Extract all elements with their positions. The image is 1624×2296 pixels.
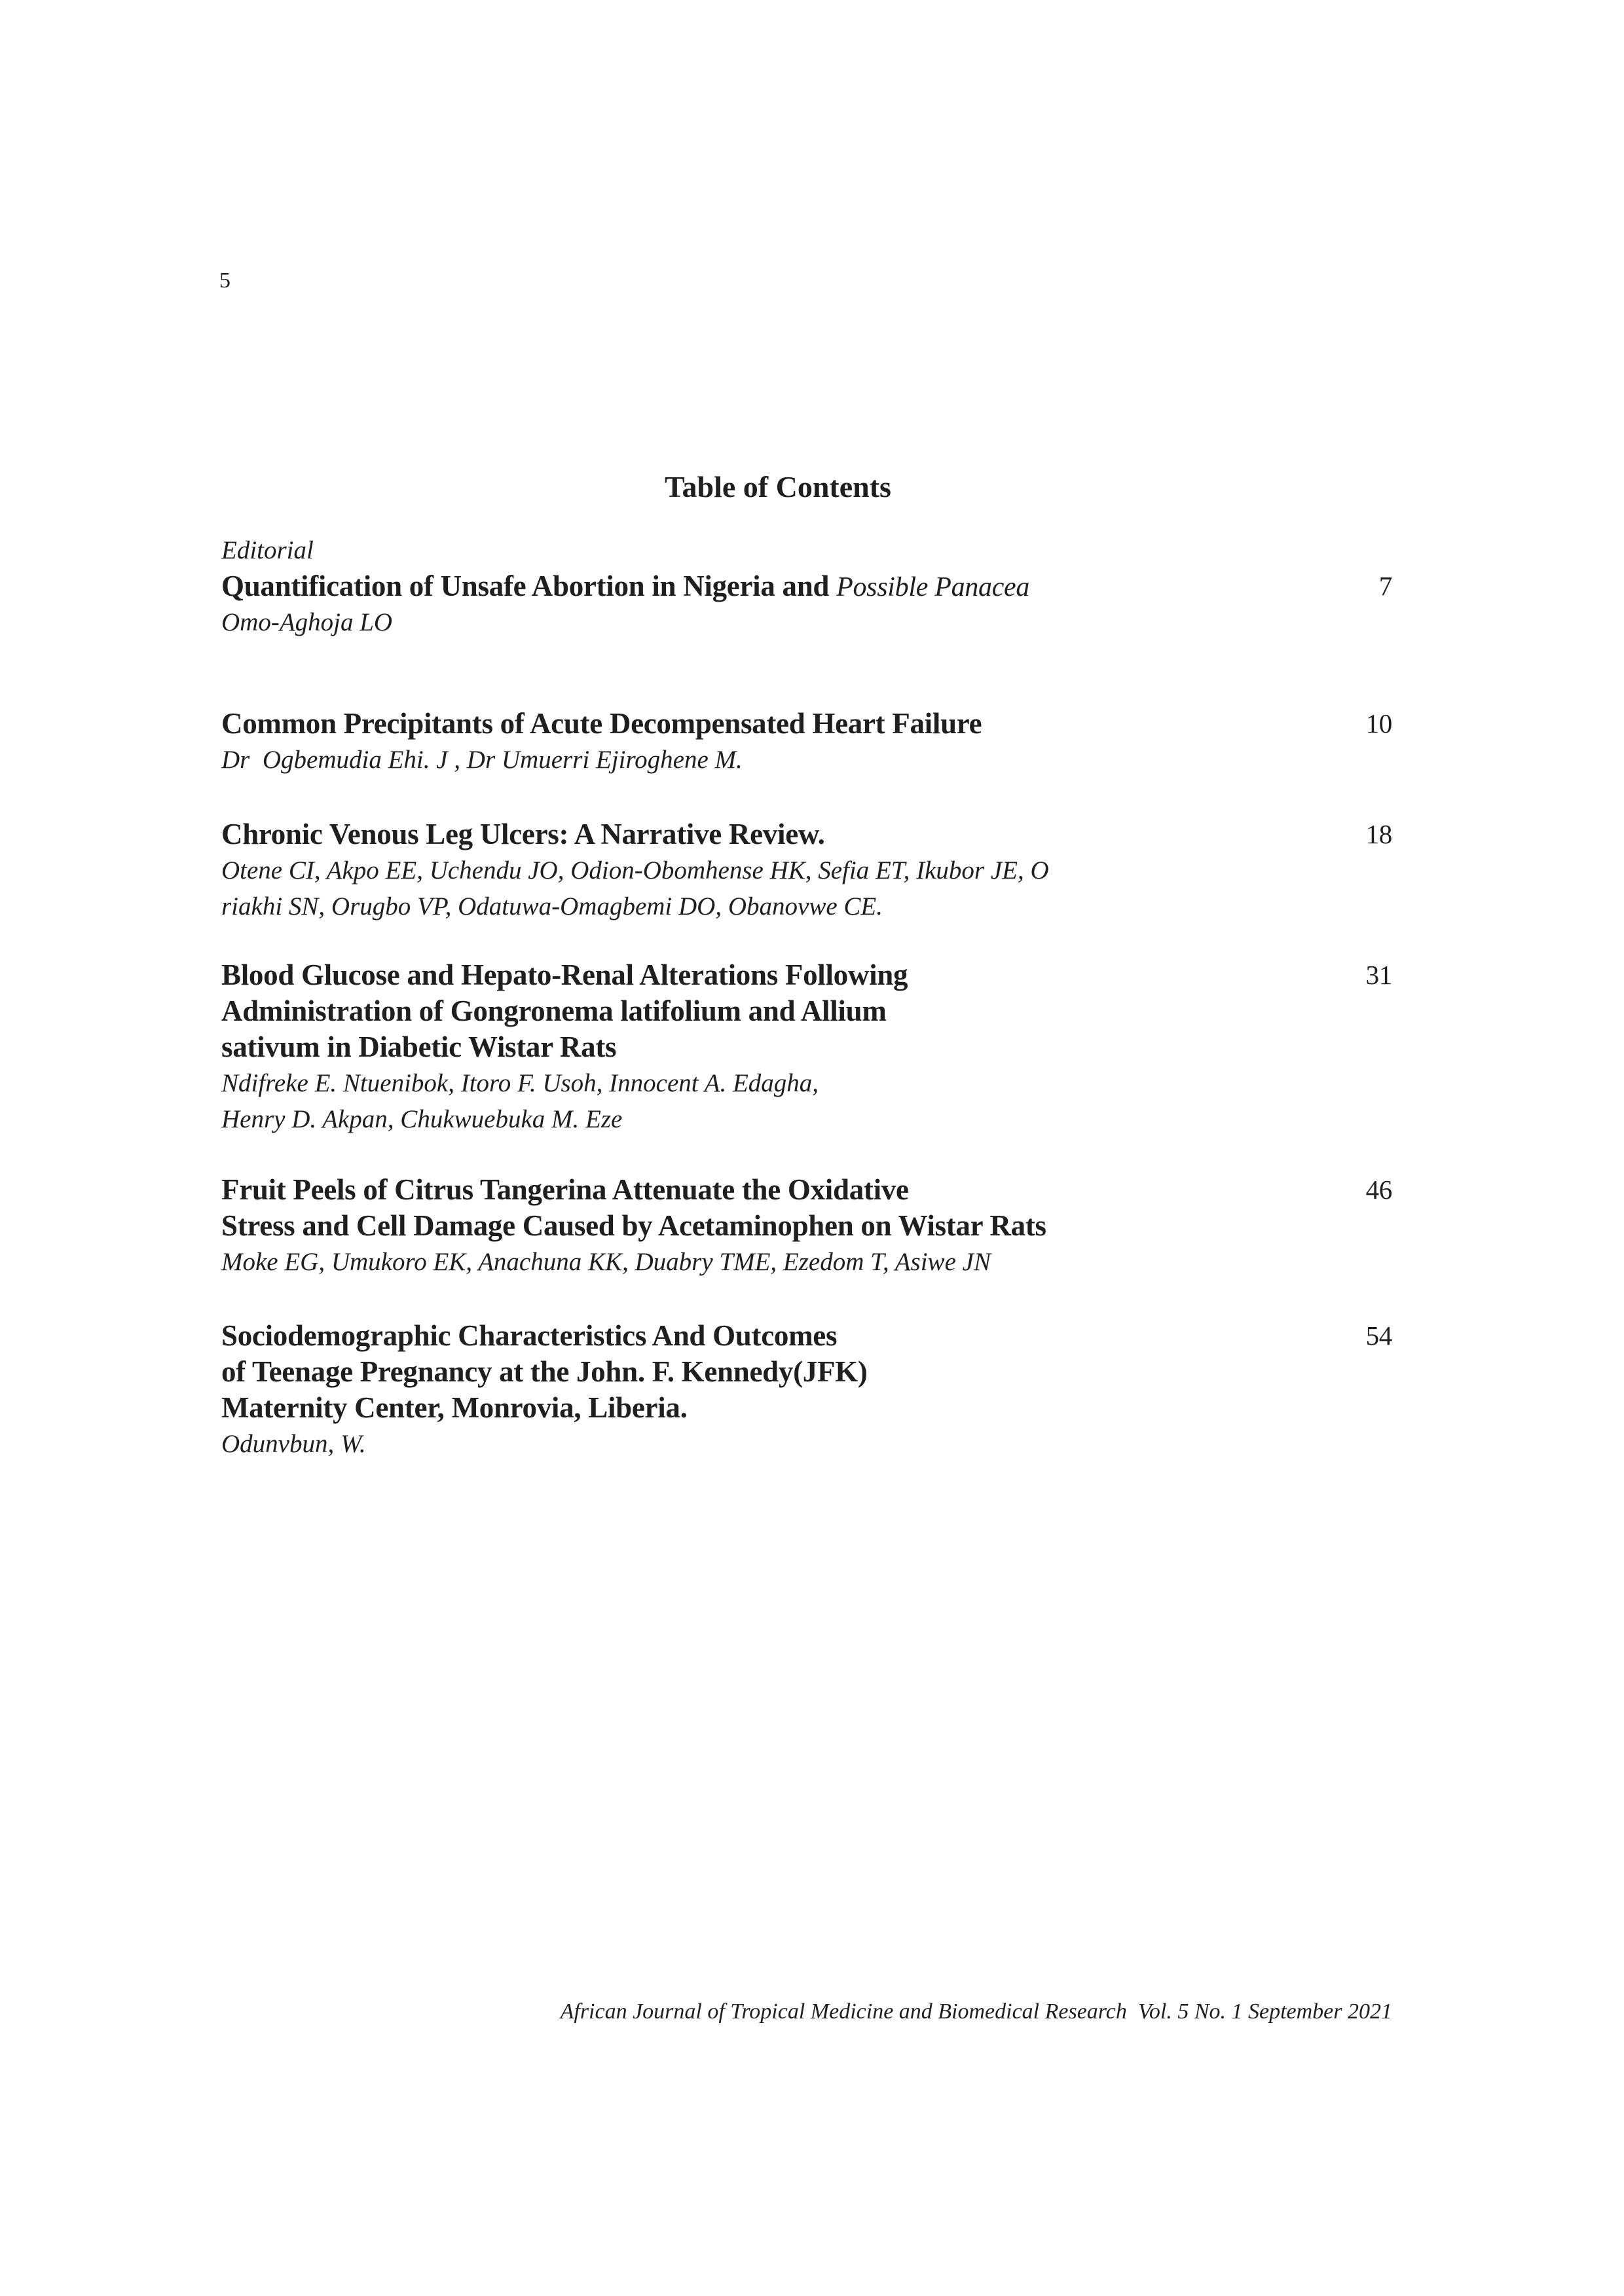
toc-entry [221,1318,1392,1462]
entry-authors: Odunvbun, W. [221,1430,366,1458]
entry-title-line [221,1208,1392,1244]
entry-title-run: Quantification of Unsafe Abortion in Nigeria and [221,570,837,602]
entry-title-run: Fruit Peels of Citrus Tangerina Attenuate the Oxidative [221,1173,909,1206]
entry-title-line [221,957,1392,993]
page-title: Table of Contents [665,470,891,503]
entry-title-line [221,568,1392,604]
entry-title-line [221,1029,1392,1065]
entry-title-run: Common Precipitants of Acute Decompensated Heart Failure [221,707,982,740]
entry-page-number: 31 [1365,960,1392,990]
entry-authors: Henry D. Akpan, Chukwuebuka M. Eze [221,1105,623,1133]
entry-authors: Ndifreke E. Ntuenibok, Itoro F. Usoh, Innocent A. Edagha, [221,1069,819,1097]
entry-title-run: sativum in Diabetic Wistar Rats [221,1030,617,1063]
entry-page-number: 18 [1365,819,1392,849]
entry-title-run: Sociodemographic Characteristics And Outcomes [221,1319,838,1352]
entry-page-number: 7 [1378,571,1392,601]
entry-title-run: Chronic Venous Leg Ulcers: A Narrative Review. [221,818,825,850]
toc-list [221,532,1392,1462]
entry-title-run: Blood Glucose and Hepato-Renal Alterations Following [221,958,908,991]
toc-entry [221,816,1392,924]
entry-title-run: of Teenage Pregnancy at the John. F. Kennedy(JFK) [221,1355,868,1388]
entry-authors: riakhi SN, Orugbo VP, Odatuwa-Omagbemi DO, Obanovwe CE. [221,892,883,920]
page-number: 5 [219,268,231,293]
entry-eyebrow: Editorial [221,536,314,564]
entry-title-line [221,816,1392,852]
entry-title-line [221,1172,1392,1208]
entry-page-number: 46 [1365,1175,1392,1205]
entry-authors: Omo-Aghoja LO [221,608,393,636]
entry-title-run: Maternity Center, Monrovia, Liberia. [221,1391,688,1424]
entry-title-line [221,1354,1392,1390]
entry-title-run: Stress and Cell Damage Caused by Acetaminophen on Wistar Rats [221,1209,1046,1242]
journal-footer: African Journal of Tropical Medicine and Biomedical Research Vol. 5 No. 1 September 2021 [560,1999,1392,2024]
entry-title-line [221,706,1392,742]
entry-title-line [221,1390,1392,1426]
toc-entry [221,1172,1392,1280]
entry-title-line [221,993,1392,1029]
entry-page-number: 10 [1365,708,1392,738]
entry-page-number: 54 [1365,1321,1392,1351]
toc-entry [221,706,1392,778]
entry-authors: Dr Ogbemudia Ehi. J , Dr Umuerri Ejiroghene M. [221,746,743,774]
entry-title-italic-run: Possible Panacea [836,572,1030,602]
entry-authors: Moke EG, Umukoro EK, Anachuna KK, Duabry TME, Ezedom T, Asiwe JN [221,1248,991,1276]
entry-authors: Otene CI, Akpo EE, Uchendu JO, Odion-Obomhense HK, Sefia ET, Ikubor JE, O [221,856,1049,884]
entry-title-line [221,1318,1392,1354]
toc-entry [221,957,1392,1137]
entry-title-run: Administration of Gongronema latifolium and Allium [221,994,887,1027]
toc-entry [221,532,1392,640]
